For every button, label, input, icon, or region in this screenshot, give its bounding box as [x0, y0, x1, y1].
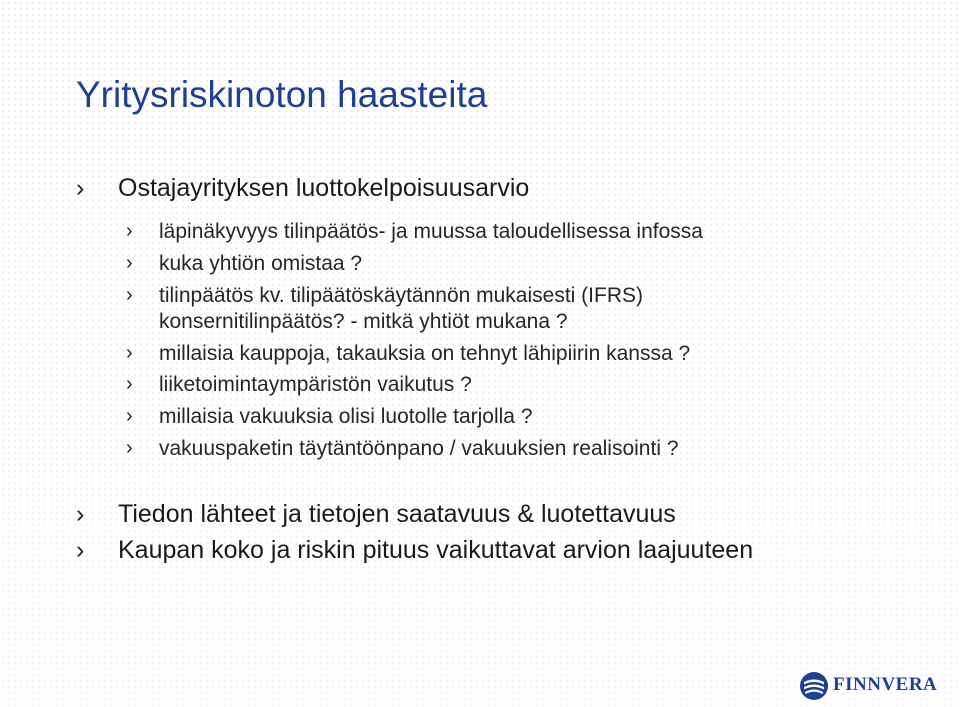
- bullet-arrow-icon: ›: [126, 284, 133, 306]
- bullet-arrow-icon: ›: [76, 500, 85, 528]
- bullet-arrow-icon: ›: [76, 536, 85, 564]
- finnvera-logo-mark-icon: [799, 671, 829, 701]
- bullet-text: tilinpäätös kv. tilipäätöskäytännön mukaisesti (IFRS): [159, 284, 643, 307]
- bullet-arrow-icon: ›: [126, 342, 133, 364]
- slide-title: Yritysriskinoton haasteita: [76, 74, 488, 115]
- bullet-arrow-icon: ›: [126, 220, 133, 242]
- bullet-item: [76, 536, 754, 565]
- bullet-text: läpinäkyvyys tilinpäätös- ja muussa taloudellisessa infossa: [159, 220, 703, 243]
- sub-bullet-item: [126, 405, 533, 429]
- bullet-arrow-icon: ›: [126, 405, 133, 427]
- bullet-text: millaisia vakuuksia olisi luotolle tarjolla ?: [159, 405, 533, 428]
- finnvera-logo: [799, 668, 939, 704]
- sub-bullet-item: [126, 284, 643, 308]
- bullet-arrow-icon: ›: [126, 373, 133, 395]
- bullet-arrow-icon: ›: [76, 174, 85, 202]
- sub-bullet-item: [126, 373, 472, 397]
- bullet-arrow-icon: ›: [126, 252, 133, 274]
- bullet-item: [76, 174, 530, 203]
- bullet-text: vakuuspaketin täytäntöönpano / vakuuksien realisointi ?: [159, 437, 679, 460]
- bullet-text: Tiedon lähteet ja tietojen saatavuus & luotettavuus: [118, 500, 676, 528]
- sub-bullet-item: [126, 437, 679, 461]
- bullet-text: kuka yhtiön omistaa ?: [159, 252, 363, 275]
- logo-text: FINNVERA: [833, 674, 938, 695]
- bullet-text: millaisia kauppoja, takauksia on tehnyt lähipiirin kanssa ?: [159, 342, 691, 365]
- sub-bullet-item: [126, 252, 363, 276]
- bullet-text: Kaupan koko ja riskin pituus vaikuttavat arvion laajuuteen: [118, 536, 754, 564]
- sub-bullet-item: [126, 342, 691, 366]
- bullet-arrow-icon: ›: [126, 437, 133, 459]
- bullet-text: liiketoimintaympäristön vaikutus ?: [159, 373, 472, 396]
- bullet-item: [76, 500, 676, 529]
- bullet-text-continuation: konsernitilinpäätös? - mitkä yhtiöt mukana ?: [159, 310, 568, 333]
- bullet-text: Ostajayrityksen luottokelpoisuusarvio: [118, 174, 530, 202]
- sub-bullet-item: [126, 220, 703, 244]
